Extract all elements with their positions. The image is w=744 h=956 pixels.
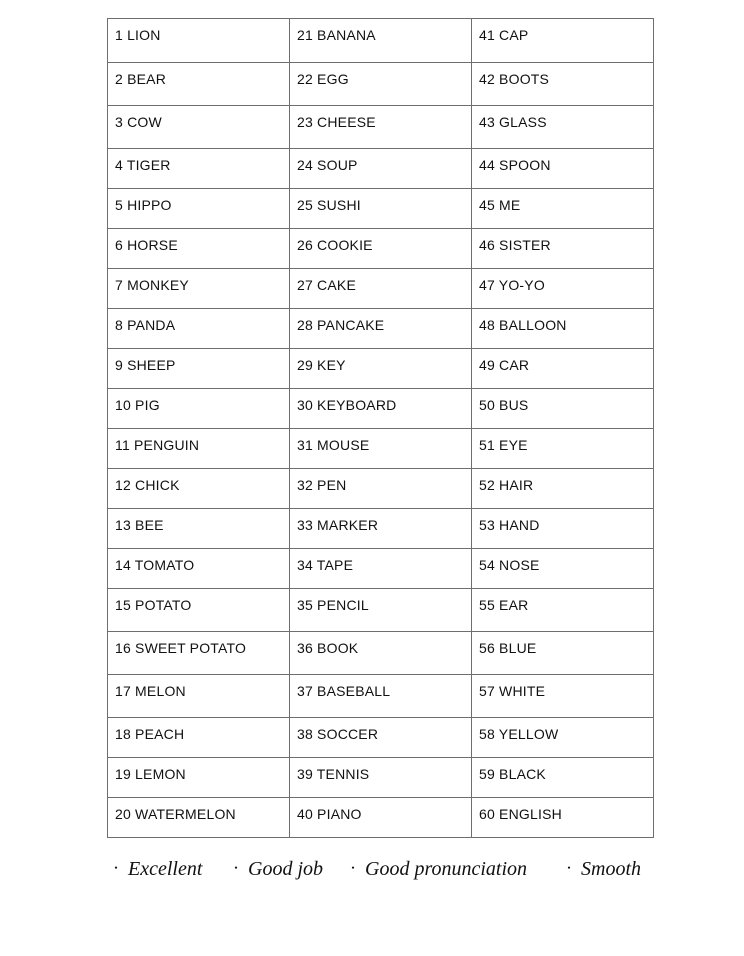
word-cell: 41 CAP xyxy=(472,19,654,63)
word-cell: 21 BANANA xyxy=(290,19,472,63)
word-cell: 49 CAR xyxy=(472,349,654,389)
table-row xyxy=(108,509,654,549)
word-cell: 52 HAIR xyxy=(472,469,654,509)
word-cell: 7 MONKEY xyxy=(108,269,290,309)
word-cell: 11 PENGUIN xyxy=(108,429,290,469)
rating-excellent xyxy=(110,858,202,881)
word-cell: 17 MELON xyxy=(108,675,290,718)
word-cell: 33 MARKER xyxy=(290,509,472,549)
word-cell: 18 PEACH xyxy=(108,718,290,758)
word-cell: 19 LEMON xyxy=(108,758,290,798)
word-cell: 56 BLUE xyxy=(472,632,654,675)
rating-label: Smooth xyxy=(581,858,642,880)
table-row xyxy=(108,469,654,509)
word-cell: 8 PANDA xyxy=(108,309,290,349)
bullet-icon: ・ xyxy=(563,861,576,875)
word-cell: 50 BUS xyxy=(472,389,654,429)
word-cell: 43 GLASS xyxy=(472,106,654,149)
word-cell: 51 EYE xyxy=(472,429,654,469)
word-cell: 38 SOCCER xyxy=(290,718,472,758)
word-cell: 26 COOKIE xyxy=(290,229,472,269)
table-row xyxy=(108,675,654,718)
table-row xyxy=(108,758,654,798)
word-cell: 40 PIANO xyxy=(290,798,472,838)
word-cell: 22 EGG xyxy=(290,63,472,106)
word-cell: 58 YELLOW xyxy=(472,718,654,758)
word-cell: 9 SHEEP xyxy=(108,349,290,389)
bullet-icon: ・ xyxy=(110,861,123,875)
table-row xyxy=(108,269,654,309)
table-row xyxy=(108,189,654,229)
word-cell: 15 POTATO xyxy=(108,589,290,632)
rating-smooth xyxy=(563,858,641,881)
word-cell: 48 BALLOON xyxy=(472,309,654,349)
word-cell: 24 SOUP xyxy=(290,149,472,189)
rating-label: Good pronunciation xyxy=(365,858,528,880)
table-row xyxy=(108,309,654,349)
word-cell: 42 BOOTS xyxy=(472,63,654,106)
table-row xyxy=(108,63,654,106)
word-cell: 32 PEN xyxy=(290,469,472,509)
rating-label: Good job xyxy=(248,858,324,880)
rating-good-pronunciation xyxy=(347,858,527,881)
word-cell: 39 TENNIS xyxy=(290,758,472,798)
word-cell: 34 TAPE xyxy=(290,549,472,589)
word-cell: 25 SUSHI xyxy=(290,189,472,229)
word-cell: 53 HAND xyxy=(472,509,654,549)
rating-good-job xyxy=(230,858,323,881)
word-cell: 14 TOMATO xyxy=(108,549,290,589)
word-list-table xyxy=(107,18,654,838)
word-cell: 16 SWEET POTATO xyxy=(108,632,290,675)
word-cell: 23 CHEESE xyxy=(290,106,472,149)
table-row xyxy=(108,19,654,63)
word-cell: 37 BASEBALL xyxy=(290,675,472,718)
table-row xyxy=(108,429,654,469)
table-row xyxy=(108,229,654,269)
word-cell: 46 SISTER xyxy=(472,229,654,269)
word-cell: 13 BEE xyxy=(108,509,290,549)
word-cell: 3 COW xyxy=(108,106,290,149)
table-row xyxy=(108,718,654,758)
bullet-icon: ・ xyxy=(347,861,360,875)
table-row xyxy=(108,349,654,389)
word-cell: 5 HIPPO xyxy=(108,189,290,229)
table-row xyxy=(108,106,654,149)
word-cell: 30 KEYBOARD xyxy=(290,389,472,429)
word-cell: 10 PIG xyxy=(108,389,290,429)
word-cell: 47 YO-YO xyxy=(472,269,654,309)
word-cell: 27 CAKE xyxy=(290,269,472,309)
word-cell: 57 WHITE xyxy=(472,675,654,718)
table-row xyxy=(108,798,654,838)
word-cell: 44 SPOON xyxy=(472,149,654,189)
word-cell: 54 NOSE xyxy=(472,549,654,589)
word-cell: 45 ME xyxy=(472,189,654,229)
table-row xyxy=(108,149,654,189)
word-cell: 31 MOUSE xyxy=(290,429,472,469)
word-cell: 36 BOOK xyxy=(290,632,472,675)
word-cell: 6 HORSE xyxy=(108,229,290,269)
table-row xyxy=(108,589,654,632)
word-cell: 60 ENGLISH xyxy=(472,798,654,838)
word-cell: 35 PENCIL xyxy=(290,589,472,632)
word-cell: 55 EAR xyxy=(472,589,654,632)
word-cell: 2 BEAR xyxy=(108,63,290,106)
table-row xyxy=(108,549,654,589)
table-row xyxy=(108,632,654,675)
word-cell: 29 KEY xyxy=(290,349,472,389)
word-cell: 12 CHICK xyxy=(108,469,290,509)
word-cell: 1 LION xyxy=(108,19,290,63)
word-list-body xyxy=(108,19,654,838)
rating-label: Excellent xyxy=(128,858,203,880)
word-cell: 28 PANCAKE xyxy=(290,309,472,349)
word-cell: 20 WATERMELON xyxy=(108,798,290,838)
word-cell: 59 BLACK xyxy=(472,758,654,798)
bullet-icon: ・ xyxy=(230,861,243,875)
table-row xyxy=(108,389,654,429)
word-cell: 4 TIGER xyxy=(108,149,290,189)
